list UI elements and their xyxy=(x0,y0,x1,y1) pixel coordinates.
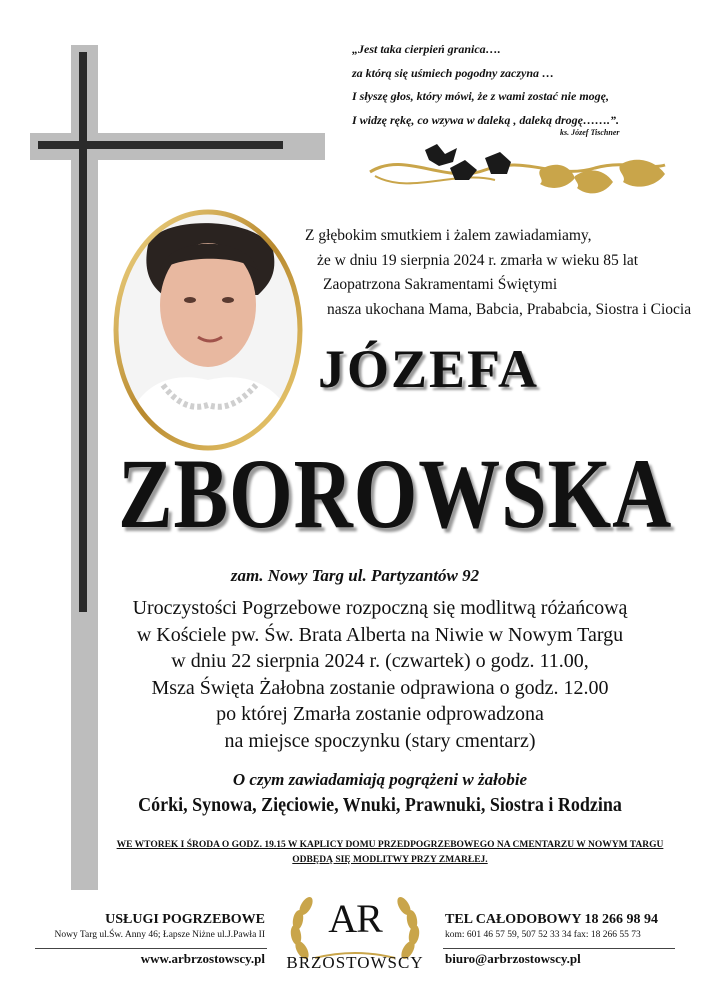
ceremony-line: w Kościele pw. Św. Brata Alberta na Niwie w Nowym Targu xyxy=(136,623,624,646)
prayer-notice-line: ODBĘDĄ SIĘ MODLITWY PRZY ZMARŁEJ. xyxy=(292,855,488,865)
poem-line: I widzę rękę, co wzywa w daleką , daleką drogę…….”. xyxy=(352,112,619,127)
footer-divider xyxy=(35,948,267,949)
deceased-address: zam. Nowy Targ ul. Partyzantów 92 xyxy=(230,566,480,585)
poem-line: „Jest taka cierpień granica…. xyxy=(352,42,501,56)
cross-vertical-bar xyxy=(79,52,87,612)
footer-divider xyxy=(443,948,675,949)
deceased-portrait xyxy=(108,205,308,455)
ceremony-line: w dniu 22 sierpnia 2024 r. (czwartek) o godz. 11.00, xyxy=(171,650,589,672)
intro-line: Zaopatrzona Sakramentami Świętymi xyxy=(323,276,558,293)
intro-line: nasza ukochana Mama, Babcia, Prababcia, Siostra i Ciocia xyxy=(327,300,692,318)
email-link[interactable]: biuro@arbrzostowscy.pl xyxy=(445,951,581,966)
intro-line: że w dniu 19 sierpnia 2024 r. zmarła w wieku 85 lat xyxy=(317,251,639,269)
ceremony-line: Uroczystości Pogrzebowe rozpoczną się modlitwą różańcową xyxy=(132,597,628,619)
prayer-notice xyxy=(0,838,710,868)
poem-line: za którą się uśmiech pogodny zaczyna … xyxy=(352,65,555,80)
mourners-family: Córki, Synowa, Zięciowie, Wnuki, Prawnuki, Siostra i Rodzina xyxy=(138,794,622,816)
phone-numbers: kom: 601 46 57 59, 507 52 33 34 fax: 18 266 55 73 xyxy=(445,930,641,940)
cross-horizontal-bar xyxy=(38,141,283,149)
logo-initials: AR xyxy=(328,896,382,941)
leaf-ornament-icon xyxy=(365,140,675,205)
intro-line: Z głębokim smutkiem i żalem zawiadamiamy, xyxy=(305,227,592,244)
mourners-intro: O czym zawiadamiają pogrążeni w żałobie xyxy=(232,770,528,789)
poem-line: I słyszę głos, który mówi, że z wami zostać nie mogę, xyxy=(352,89,610,103)
poem xyxy=(352,38,682,132)
website-link[interactable]: www.arbrzostowscy.pl xyxy=(140,951,265,966)
phone-title: TEL CAŁODOBOWY 18 266 98 94 xyxy=(445,912,659,927)
deceased-last-name: ZBOROWSKA xyxy=(118,438,673,549)
ceremony-line: na miejsce spoczynku (stary cmentarz) xyxy=(224,729,536,752)
ceremony-details xyxy=(0,595,710,754)
ceremony-line: Msza Święta Żałobna zostanie odprawiona o godz. 12.00 xyxy=(151,676,609,699)
announcement-intro xyxy=(305,224,705,322)
logo-name: BRZOSTOWSCY xyxy=(286,953,424,972)
ceremony-line: po której Zmarła zostanie odprowadzona xyxy=(216,703,544,725)
funeral-service-title: USŁUGI POGRZEBOWE xyxy=(105,912,265,927)
prayer-notice-line: WE WTOREK I ŚRODA O GODZ. 19.15 W KAPLICY DOMU PRZEDPOGRZEBOWEGO NA CMENTARZU W NOWYM TARGU xyxy=(116,840,664,850)
funeral-service-address: Nowy Targ ul.Św. Anny 46; Łapsze Niżne ul.J.Pawła II xyxy=(54,930,265,940)
poem-author: ks. Józef Tischner xyxy=(560,128,620,137)
deceased-first-name: JÓZEFA xyxy=(318,339,540,399)
